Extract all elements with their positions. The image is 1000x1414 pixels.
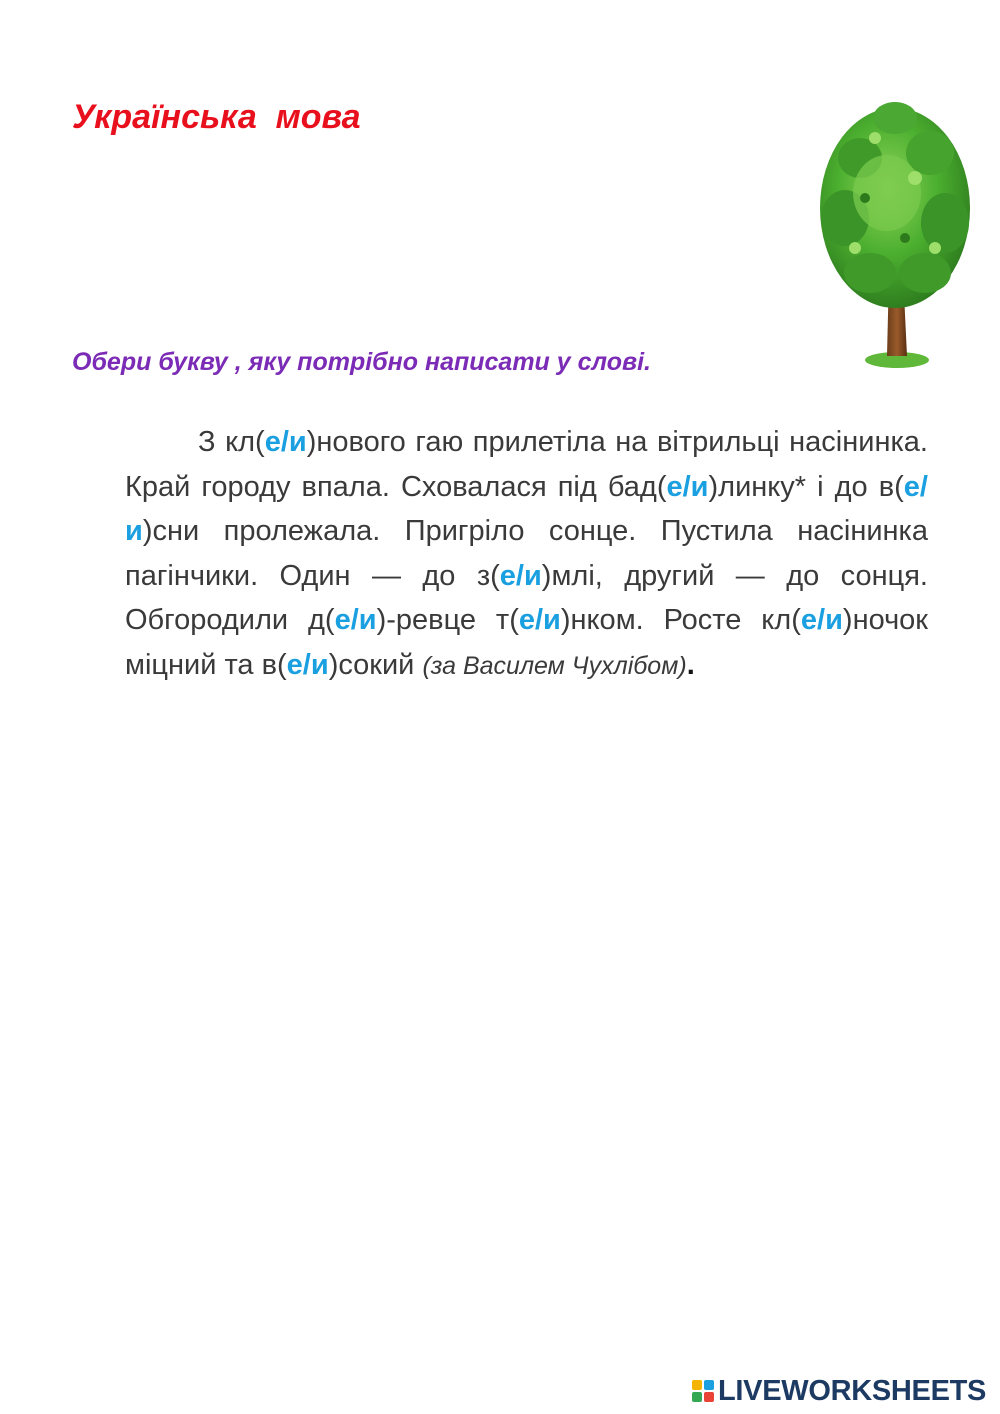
passage-text: )ночок міцний та в( (125, 604, 928, 681)
letter-choice-5[interactable]: е/и (334, 604, 377, 636)
logo-text: LIVEWORKSHEETS (718, 1374, 987, 1407)
letter-choice-1[interactable]: е/и (264, 426, 307, 458)
letter-choice-7[interactable]: е/и (800, 604, 843, 636)
dictation-passage (125, 420, 928, 688)
passage-source: (за Василем Чухлібом) (422, 651, 687, 680)
passage-text: )линку* і до в( (708, 470, 904, 503)
liveworksheets-logo[interactable] (692, 1374, 986, 1408)
passage-text: З кл( (198, 426, 265, 458)
letter-choice-2[interactable]: е/и (666, 470, 709, 503)
passage-text: )млі, другий — до сонця. Обгородили д( (125, 559, 928, 636)
passage-text: )-ревце т( (376, 604, 519, 636)
letter-choice-3[interactable]: е/и (125, 470, 928, 547)
subject-title: Українська мова (72, 98, 361, 136)
passage-text: )сокий (328, 648, 423, 681)
passage-text: )нового гаю прилетіла на вітрильці насінинка. Край городу впала. Сховалася під бад( (125, 426, 928, 503)
liveworksheets-logo-icon (692, 1380, 714, 1402)
passage-text: )нком. Росте кл( (560, 604, 801, 636)
passage-text: )сни пролежала. Пригріло сонце. Пустила насінинка пагінчики. Один — до з( (125, 515, 928, 592)
letter-choice-4[interactable]: е/и (499, 559, 542, 592)
letter-choice-6[interactable]: е/и (518, 604, 561, 636)
tree-icon (815, 98, 975, 370)
letter-choice-8[interactable]: е/и (286, 648, 329, 681)
task-instruction: Обери букву , яку потрібно написати у слові. (72, 348, 652, 376)
passage-end: . (686, 648, 695, 681)
